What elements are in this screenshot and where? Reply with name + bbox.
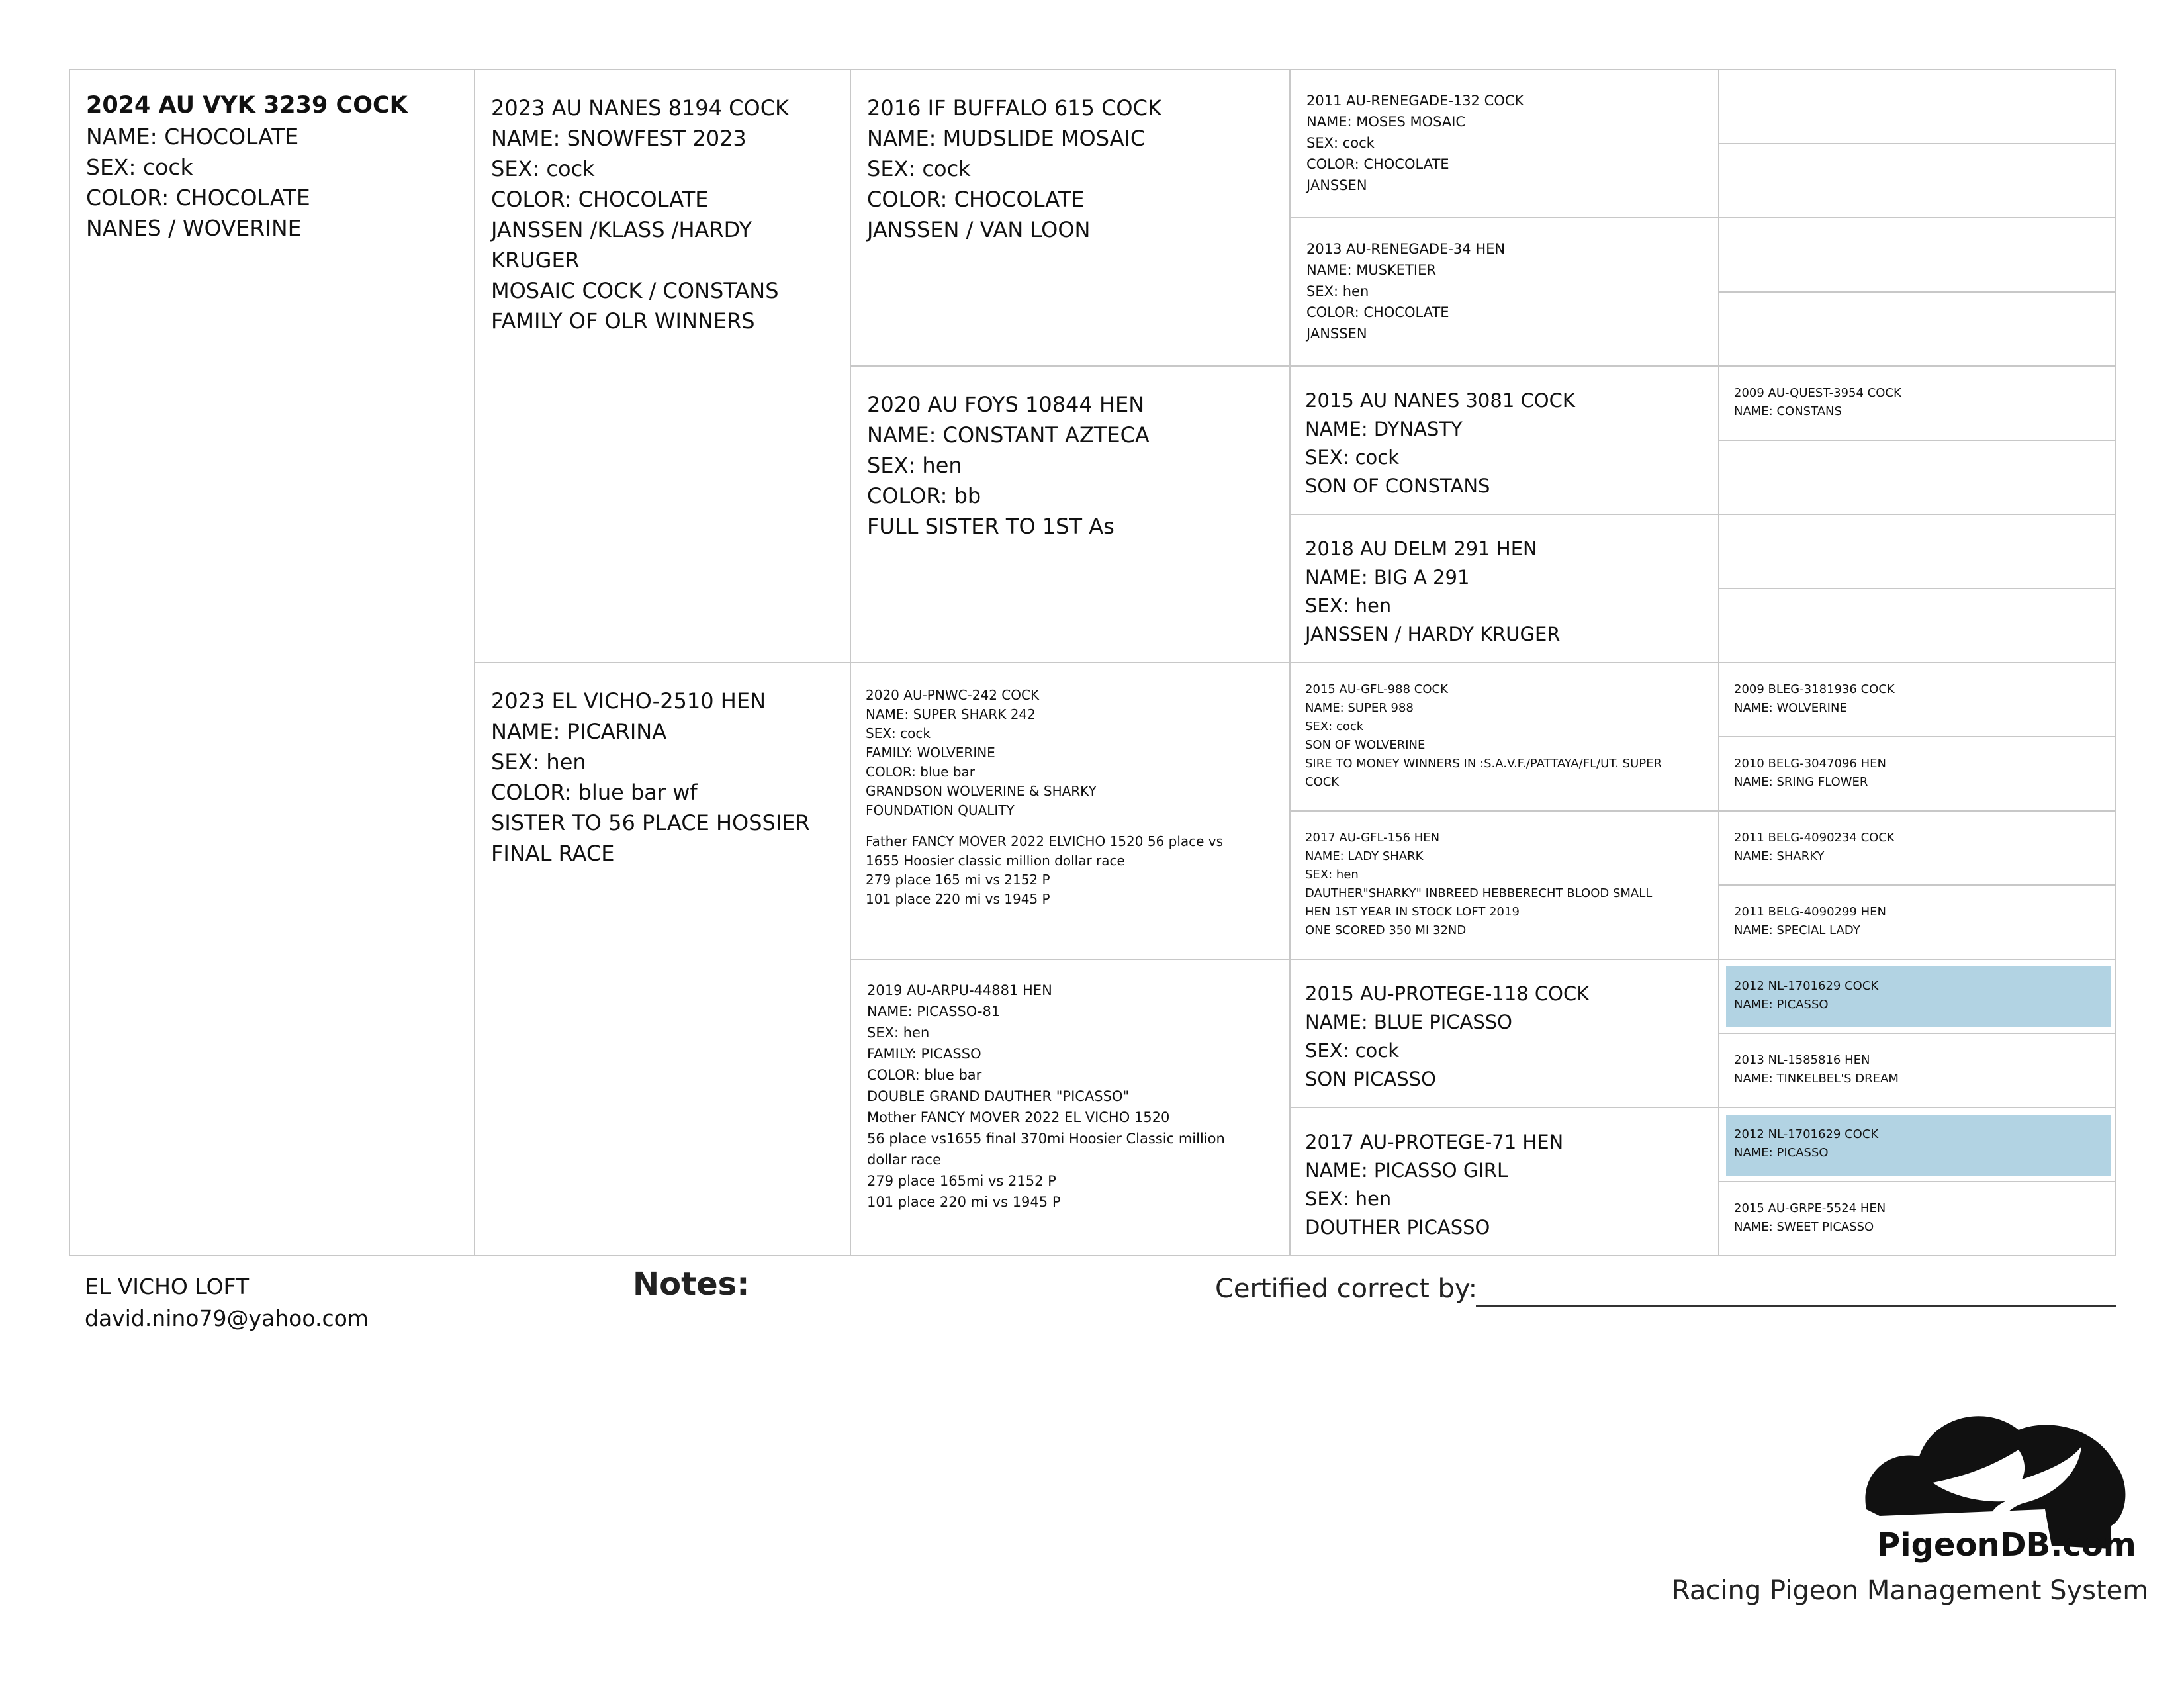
gen4-ring: 2013 NL-1585816 HEN: [1734, 1053, 1870, 1067]
gen4-cell: [1719, 441, 2115, 515]
dam-dam-ring: 2019 AU-ARPU-44881 HEN: [867, 982, 1052, 998]
gen3-line: NAME: DYNASTY: [1305, 418, 1463, 440]
gen4-name: NAME: TINKELBEL'S DREAM: [1734, 1072, 1899, 1086]
gen4-cell: [1719, 737, 2115, 812]
sire-line: FAMILY OF OLR WINNERS: [491, 308, 755, 334]
gen3-line: HEN 1ST YEAR IN STOCK LOFT 2019: [1305, 905, 1520, 919]
sire-sire-dam: [1291, 218, 1719, 367]
signature-line: [1476, 1305, 2116, 1307]
gen4-cell: [1719, 663, 2115, 737]
gen3-line: ONE SCORED 350 MI 32ND: [1305, 923, 1467, 937]
dam-sire-line: Father FANCY MOVER 2022 ELVICHO 1520 56 place vs: [866, 833, 1224, 849]
gen3-line: COLOR: CHOCOLATE: [1306, 305, 1449, 320]
gen4-cell: [1719, 367, 2115, 441]
gen4-cell-highlighted: [1719, 1108, 2115, 1182]
gen4-ring: 2012 NL-1701629 COCK: [1734, 1127, 1879, 1141]
dam-dam-line: NAME: PICASSO-81: [867, 1004, 1001, 1019]
sire-line: COLOR: CHOCOLATE: [491, 187, 709, 212]
gen4-cell: [1719, 293, 2115, 367]
sire-dam-dam: [1291, 515, 1719, 663]
dam-ring: 2023 EL VICHO-2510 HEN: [491, 688, 766, 714]
dam-line: FINAL RACE: [491, 841, 615, 866]
gen4-cell: [1719, 70, 2115, 144]
gen4-cell: [1719, 812, 2115, 886]
gen4-ring: 2009 BLEG-3181936 COCK: [1734, 682, 1895, 696]
gen3-ring: 2015 AU-PROTEGE-118 COCK: [1305, 982, 1590, 1005]
dam: [475, 663, 851, 1255]
gen3-line: SEX: cock: [1305, 720, 1364, 733]
sire-line: JANSSEN /KLASS /HARDY: [491, 217, 752, 242]
dam-dam-line: 101 place 220 mi vs 1945 P: [867, 1194, 1061, 1210]
gen4-name: NAME: WOLVERINE: [1734, 701, 1847, 715]
gen4-name: NAME: PICASSO: [1734, 1146, 1829, 1160]
gen4-cell-highlighted: [1719, 960, 2115, 1034]
gen4-name: NAME: SHARKY: [1734, 849, 1825, 863]
dam-line: SISTER TO 56 PLACE HOSSIER: [491, 810, 810, 835]
dam-sire-ring: 2020 AU-PNWC-242 COCK: [866, 687, 1040, 703]
gen3-ring: 2015 AU-GFL-988 COCK: [1305, 682, 1448, 696]
dam-dam-line: 279 place 165mi vs 2152 P: [867, 1173, 1056, 1189]
gen3-line: NAME: MUSKETIER: [1306, 262, 1436, 278]
gen4-cell: [1719, 515, 2115, 589]
dam-sire-line: 101 place 220 mi vs 1945 P: [866, 891, 1050, 907]
dam-dam-dam: [1291, 1108, 1719, 1255]
gen4-name: NAME: SRING FLOWER: [1734, 775, 1868, 789]
gen4-cell: [1719, 218, 2115, 293]
sire-line: NAME: SNOWFEST 2023: [491, 126, 747, 151]
dam-sire-sire: [1291, 663, 1719, 812]
dam-sire-line: FOUNDATION QUALITY: [866, 802, 1015, 818]
dam-dam-line: SEX: hen: [867, 1025, 930, 1041]
gen3-line: SEX: hen: [1305, 594, 1392, 617]
gen3-line: SEX: cock: [1305, 446, 1400, 469]
sire-sire-ring: 2016 IF BUFFALO 615 COCK: [867, 95, 1161, 120]
sire-dam-sire: [1291, 367, 1719, 515]
sire-sire: [851, 70, 1291, 367]
gen3-line: SEX: cock: [1305, 1039, 1400, 1062]
gen3-line: SON OF CONSTANS: [1305, 475, 1490, 497]
gen4-ring: 2015 AU-GRPE-5524 HEN: [1734, 1201, 1886, 1215]
brand-name: PigeonDB.com: [1877, 1526, 2136, 1564]
sire-line: KRUGER: [491, 248, 580, 273]
sire-dam-ring: 2020 AU FOYS 10844 HEN: [867, 392, 1145, 417]
dam-dam-line: dollar race: [867, 1152, 941, 1168]
dam-sire-spacer: [866, 820, 1275, 832]
dam-sire: [851, 663, 1291, 960]
gen3-line: DAUTHER"SHARKY" INBREED HEBBERECHT BLOOD SMALL: [1305, 886, 1653, 900]
dam-sire-line: 279 place 165 mi vs 2152 P: [866, 872, 1050, 888]
gen3-line: COCK: [1305, 775, 1340, 789]
sire-line: MOSAIC COCK / CONSTANS: [491, 278, 779, 303]
sire: [475, 70, 851, 663]
gen3-ring: 2017 AU-GFL-156 HEN: [1305, 831, 1440, 845]
gen3-ring: 2017 AU-PROTEGE-71 HEN: [1305, 1131, 1564, 1153]
loft-email: david.nino79@yahoo.com: [85, 1305, 369, 1331]
loft-name: EL VICHO LOFT: [85, 1274, 250, 1299]
notes-label: Notes:: [633, 1266, 750, 1303]
gen3-line: DOUTHER PICASSO: [1305, 1216, 1490, 1239]
gen3-line: SIRE TO MONEY WINNERS IN :S.A.V.F./PATTAYA/FL/UT. SUPER: [1305, 757, 1662, 771]
dam-dam-line: FAMILY: PICASSO: [867, 1046, 981, 1062]
gen3-line: NAME: LADY SHARK: [1305, 849, 1424, 863]
gen4-cell: [1719, 886, 2115, 960]
certified-label: Certified correct by:: [1215, 1274, 1478, 1304]
gen3-ring: 2013 AU-RENEGADE-34 HEN: [1306, 241, 1506, 257]
gen4-name: NAME: CONSTANS: [1734, 404, 1842, 418]
dam-dam-line: 56 place vs1655 final 370mi Hoosier Classic million: [867, 1131, 1225, 1147]
dam-sire-line: 1655 Hoosier classic million dollar race: [866, 853, 1125, 868]
dam-dam-line: DOUBLE GRAND DAUTHER "PICASSO": [867, 1088, 1130, 1104]
dam-sire-line: SEX: cock: [866, 726, 931, 741]
gen4-cell: [1719, 144, 2115, 218]
sire-dam-line: NAME: CONSTANT AZTECA: [867, 422, 1150, 447]
gen3-line: SEX: hen: [1305, 1188, 1392, 1210]
gen4-name: NAME: PICASSO: [1734, 998, 1829, 1011]
subject-line: NAME: CHOCOLATE: [86, 124, 299, 150]
gen3-line: NAME: MOSES MOSAIC: [1306, 114, 1466, 130]
gen4-name: NAME: SWEET PICASSO: [1734, 1220, 1874, 1234]
dam-dam-sire: [1291, 960, 1719, 1108]
dam-line: NAME: PICARINA: [491, 719, 667, 744]
gen3-ring: 2015 AU NANES 3081 COCK: [1305, 389, 1575, 412]
gen4-cell: [1719, 589, 2115, 663]
sire-sire-line: COLOR: CHOCOLATE: [867, 187, 1085, 212]
gen3-line: SEX: hen: [1305, 868, 1359, 882]
gen4-ring: 2012 NL-1701629 COCK: [1734, 979, 1879, 993]
dam-sire-line: NAME: SUPER SHARK 242: [866, 706, 1036, 722]
sire-sire-sire: [1291, 70, 1719, 218]
gen4-ring: 2010 BELG-3047096 HEN: [1734, 757, 1886, 771]
sire-line: SEX: cock: [491, 156, 595, 181]
sire-sire-line: SEX: cock: [867, 156, 971, 181]
gen3-line: COLOR: CHOCOLATE: [1306, 156, 1449, 172]
sire-ring: 2023 AU NANES 8194 COCK: [491, 95, 790, 120]
gen3-line: NAME: BLUE PICASSO: [1305, 1011, 1513, 1033]
gen4-ring: 2009 AU-QUEST-3954 COCK: [1734, 386, 1901, 400]
dam-sire-line: GRANDSON WOLVERINE & SHARKY: [866, 783, 1097, 799]
subject-ring: 2024 AU VYK 3239 COCK: [86, 92, 408, 118]
pedigree-chart: [69, 69, 2116, 1256]
gen3-ring: 2018 AU DELM 291 HEN: [1305, 538, 1537, 560]
sire-dam-line: FULL SISTER TO 1ST As: [867, 514, 1115, 539]
gen3-line: NAME: SUPER 988: [1305, 701, 1414, 715]
dam-dam: [851, 960, 1291, 1255]
loft-info: [85, 1271, 369, 1335]
brand-tagline: Racing Pigeon Management System: [1672, 1575, 2149, 1606]
highlight-box: [1726, 966, 2111, 1027]
subject-bird: [70, 70, 475, 1255]
dam-line: COLOR: blue bar wf: [491, 780, 698, 805]
subject-line: NANES / WOVERINE: [86, 215, 302, 241]
sire-sire-line: JANSSEN / VAN LOON: [867, 217, 1091, 242]
gen4-cell: [1719, 1182, 2115, 1255]
sire-dam: [851, 367, 1291, 663]
gen4-ring: 2011 BELG-4090299 HEN: [1734, 905, 1886, 919]
gen3-line: NAME: BIG A 291: [1305, 566, 1470, 588]
gen3-line: SEX: hen: [1306, 283, 1369, 299]
dam-sire-dam: [1291, 812, 1719, 960]
sire-sire-line: NAME: MUDSLIDE MOSAIC: [867, 126, 1146, 151]
gen3-line: NAME: PICASSO GIRL: [1305, 1159, 1508, 1182]
dam-sire-line: COLOR: blue bar: [866, 764, 976, 780]
dam-dam-line: Mother FANCY MOVER 2022 EL VICHO 1520: [867, 1109, 1170, 1125]
gen3-line: JANSSEN: [1306, 326, 1367, 342]
gen3-line: SEX: cock: [1306, 135, 1375, 151]
gen3-line: SON OF WOLVERINE: [1305, 738, 1426, 752]
gen3-ring: 2011 AU-RENEGADE-132 COCK: [1306, 93, 1524, 109]
sire-dam-line: COLOR: bb: [867, 483, 981, 508]
gen4-name: NAME: SPECIAL LADY: [1734, 923, 1860, 937]
subject-line: COLOR: CHOCOLATE: [86, 185, 310, 211]
dam-sire-line: FAMILY: WOLVERINE: [866, 745, 995, 761]
dam-dam-line: COLOR: blue bar: [867, 1067, 982, 1083]
sire-dam-line: SEX: hen: [867, 453, 962, 478]
highlight-box: [1726, 1115, 2111, 1176]
gen3-line: SON PICASSO: [1305, 1068, 1436, 1090]
gen3-line: JANSSEN: [1306, 177, 1367, 193]
gen4-cell: [1719, 1034, 2115, 1108]
dam-line: SEX: hen: [491, 749, 586, 774]
gen4-ring: 2011 BELG-4090234 COCK: [1734, 831, 1895, 845]
gen3-line: JANSSEN / HARDY KRUGER: [1305, 623, 1561, 645]
subject-line: SEX: cock: [86, 154, 193, 180]
